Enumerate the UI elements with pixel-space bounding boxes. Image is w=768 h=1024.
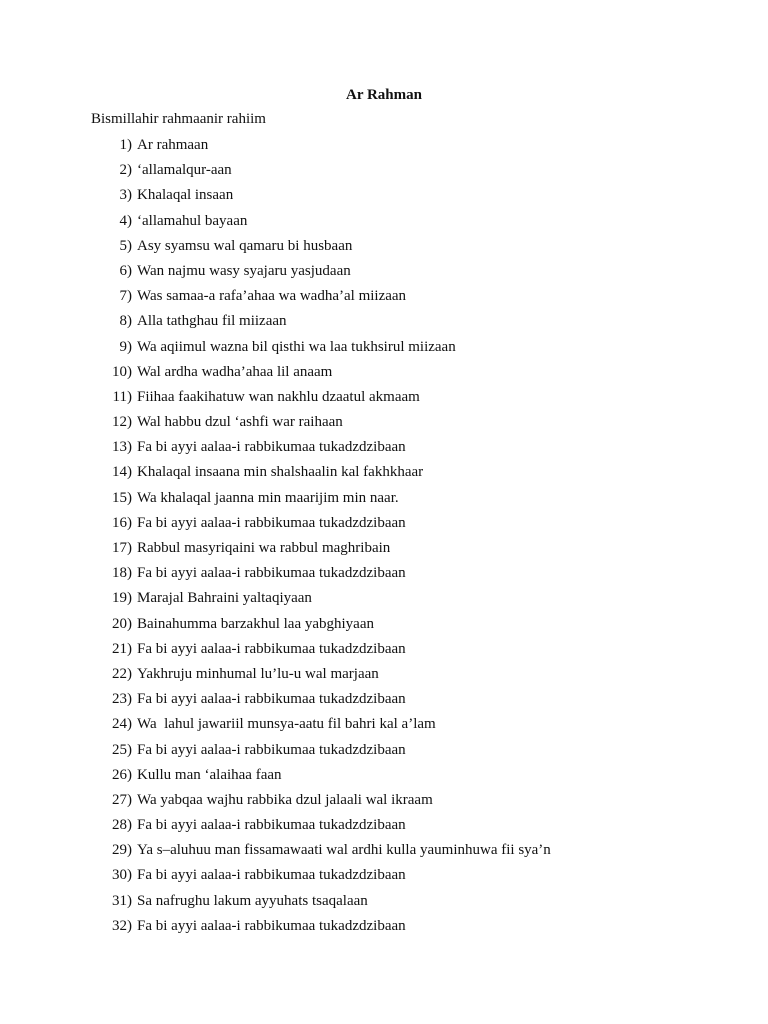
verse-number: 3)	[119, 187, 132, 204]
verse-item	[0, 815, 768, 840]
verse-item	[0, 236, 768, 261]
verse-number: 7)	[119, 288, 132, 305]
verse-text: Alla tathghau fil miizaan	[137, 313, 287, 330]
verse-text: Wa aqiimul wazna bil qisthi wa laa tukhsirul miizaan	[137, 338, 456, 355]
verse-item	[0, 387, 768, 412]
verse-number: 21)	[112, 640, 132, 657]
verse-text: Marajal Bahraini yaltaqiyaan	[137, 590, 312, 607]
verse-number: 14)	[112, 464, 132, 481]
verse-number: 26)	[112, 766, 132, 783]
verse-item	[0, 765, 768, 790]
verse-number: 12)	[112, 414, 132, 431]
verse-item	[0, 664, 768, 689]
verse-number: 18)	[112, 565, 132, 582]
verse-item	[0, 538, 768, 563]
verse-text: Khalaqal insaana min shalshaalin kal fakhkhaar	[137, 464, 424, 481]
verse-number: 27)	[112, 791, 132, 808]
verse-number: 22)	[112, 665, 132, 682]
verse-item	[0, 412, 768, 437]
verse-item	[0, 337, 768, 362]
verse-text: Wan najmu wasy syajaru yasjudaan	[137, 262, 351, 279]
verse-item	[0, 916, 768, 941]
verse-text: ‘allamalqur-aan	[137, 162, 232, 179]
verse-number: 10)	[112, 363, 132, 380]
verse-text: Fa bi ayyi aalaa-i rabbikumaa tukadzdzibaan	[137, 640, 406, 657]
verse-item	[0, 840, 768, 865]
verse-text: Fa bi ayyi aalaa-i rabbikumaa tukadzdzibaan	[137, 867, 406, 884]
verse-number: 2)	[119, 162, 132, 179]
document-title: Ar Rahman	[346, 87, 422, 103]
verse-item	[0, 437, 768, 462]
verse-number: 24)	[112, 716, 132, 733]
verse-number: 11)	[112, 388, 132, 405]
verse-number: 20)	[112, 615, 132, 632]
verse-number: 28)	[112, 817, 132, 834]
verse-text: Ya s–aluhuu man fissamawaati wal ardhi kulla yauminhuwa fii sya’n	[137, 842, 551, 859]
verse-item	[0, 185, 768, 210]
verse-item	[0, 513, 768, 538]
verse-number: 29)	[112, 842, 132, 859]
verse-text: Fa bi ayyi aalaa-i rabbikumaa tukadzdzibaan	[137, 817, 406, 834]
opening-line: Bismillahir rahmaanir rahiim	[91, 111, 266, 127]
verse-item	[0, 261, 768, 286]
verse-item	[0, 714, 768, 739]
verse-item	[0, 160, 768, 185]
verse-item	[0, 790, 768, 815]
verse-item	[0, 462, 768, 487]
verse-text: Was samaa-a rafa’ahaa wa wadha’al miizaan	[137, 288, 407, 305]
verse-text: Asy syamsu wal qamaru bi husbaan	[137, 237, 353, 254]
verse-text: Ar rahmaan	[137, 137, 209, 153]
verse-item	[0, 488, 768, 513]
verse-text: Kullu man ‘alaihaa faan	[137, 766, 282, 783]
verse-item	[0, 286, 768, 311]
verse-item	[0, 891, 768, 916]
verse-number: 13)	[112, 439, 132, 456]
verse-number: 19)	[112, 590, 132, 607]
verse-number: 17)	[112, 540, 132, 556]
verse-number: 4)	[119, 212, 132, 229]
verse-text: Wa khalaqal jaanna min maarijim min naar.	[137, 489, 399, 506]
verse-text: Fa bi ayyi aalaa-i rabbikumaa tukadzdzibaan	[137, 741, 406, 758]
verse-number: 25)	[112, 741, 132, 758]
verse-text: Fa bi ayyi aalaa-i rabbikumaa tukadzdzibaan	[137, 691, 406, 708]
verse-text: Fiihaa faakihatuw wan nakhlu dzaatul akmaam	[137, 388, 420, 405]
verse-item	[0, 135, 768, 160]
verse-item	[0, 211, 768, 236]
verse-item	[0, 588, 768, 613]
verse-text: Yakhruju minhumal lu’lu-u wal marjaan	[137, 665, 379, 682]
verse-item	[0, 639, 768, 664]
verse-item	[0, 563, 768, 588]
verse-number: 1)	[119, 137, 132, 153]
verse-text: Khalaqal insaan	[137, 187, 234, 204]
verse-number: 16)	[112, 514, 132, 531]
verse-text: Wa lahul jawariil munsya-aatu fil bahri kal a’lam	[137, 716, 436, 733]
verse-text: Wa yabqaa wajhu rabbika dzul jalaali wal ikraam	[137, 791, 433, 808]
verse-number: 23)	[112, 691, 132, 708]
verse-item	[0, 311, 768, 336]
verse-text: Fa bi ayyi aalaa-i rabbikumaa tukadzdzibaan	[137, 565, 406, 582]
verse-item	[0, 362, 768, 387]
verse-text: Fa bi ayyi aalaa-i rabbikumaa tukadzdzibaan	[137, 514, 406, 531]
verse-number: 5)	[119, 237, 132, 254]
verse-text: Fa bi ayyi aalaa-i rabbikumaa tukadzdzibaan	[137, 917, 406, 934]
verse-item	[0, 689, 768, 714]
verse-number: 32)	[112, 917, 132, 934]
verse-list	[0, 135, 768, 941]
verse-text: Wal habbu dzul ‘ashfi war raihaan	[137, 414, 343, 431]
verse-text: Fa bi ayyi aalaa-i rabbikumaa tukadzdzibaan	[137, 439, 406, 456]
verse-text: Rabbul masyriqaini wa rabbul maghribain	[137, 540, 391, 556]
verse-item	[0, 865, 768, 890]
verse-item	[0, 614, 768, 639]
verse-item	[0, 740, 768, 765]
verse-number: 31)	[112, 892, 132, 909]
verse-number: 8)	[119, 313, 132, 330]
verse-number: 15)	[112, 489, 132, 506]
verse-number: 30)	[112, 867, 132, 884]
verse-text: ‘allamahul bayaan	[137, 212, 248, 229]
verse-number: 9)	[119, 338, 132, 355]
verse-text: Wal ardha wadha’ahaa lil anaam	[137, 363, 333, 380]
verse-number: 6)	[119, 262, 132, 279]
verse-text: Bainahumma barzakhul laa yabghiyaan	[137, 615, 374, 632]
verse-text: Sa nafrughu lakum ayyuhats tsaqalaan	[137, 892, 368, 909]
